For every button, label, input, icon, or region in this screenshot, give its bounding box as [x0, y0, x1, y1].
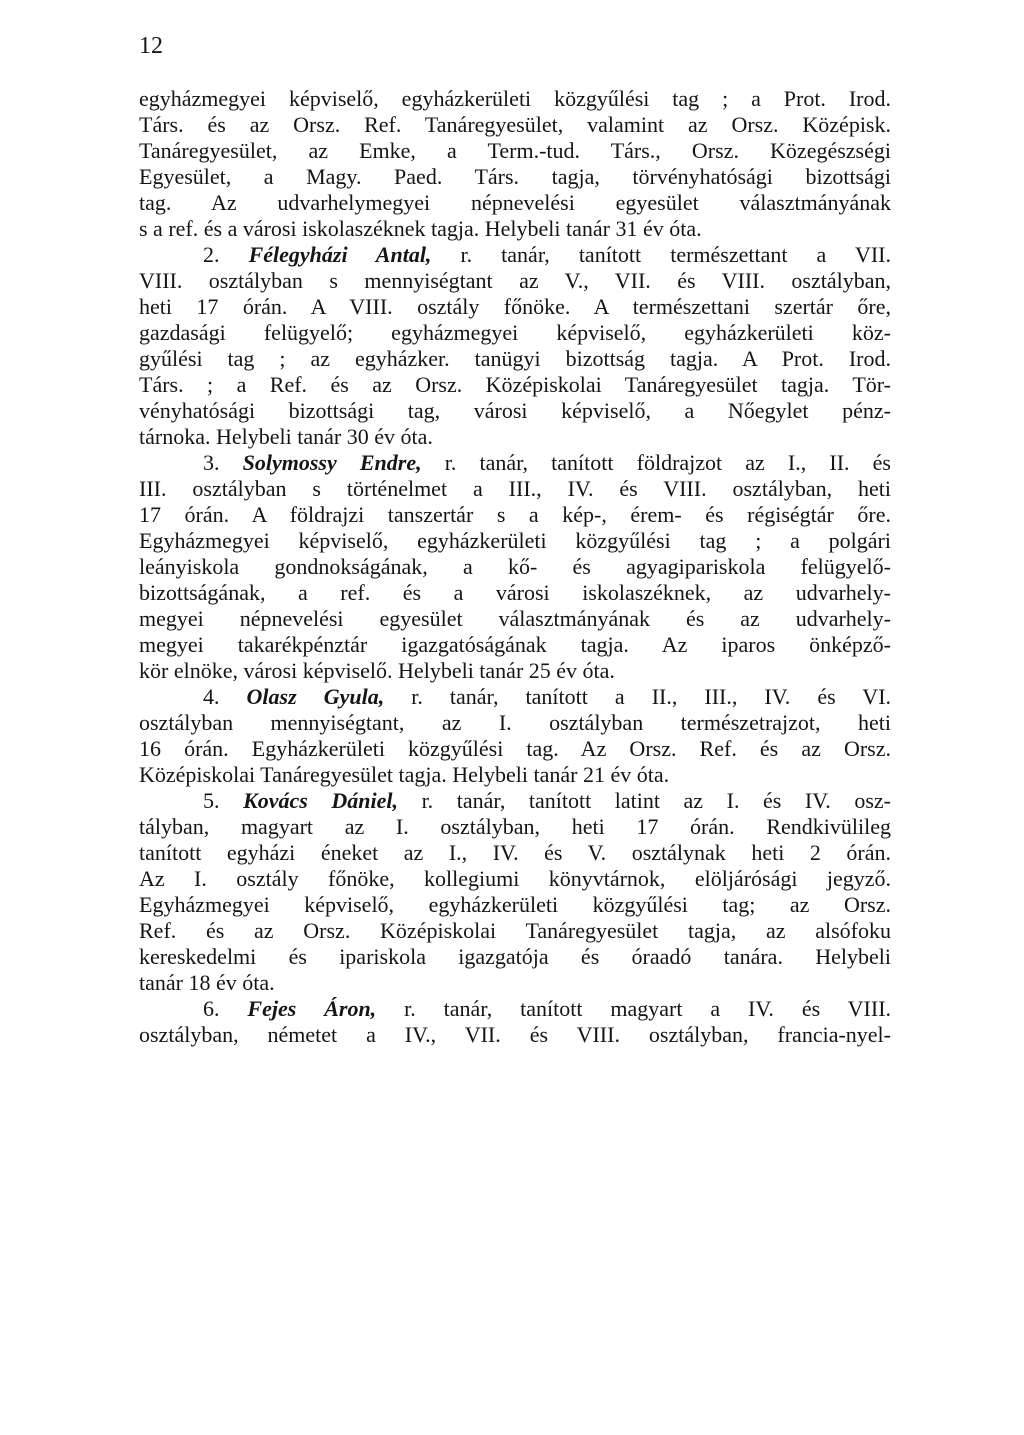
entry-first-line: [139, 684, 891, 710]
text-line: leányiskola gondnokságának, a kő- és agyagipariskola felügyelő-: [139, 554, 891, 579]
entry-first-line: [139, 788, 891, 814]
text-line: egyházmegyei képviselő, egyházkerületi közgyűlési tag ; a Prot. Irod.: [139, 86, 891, 111]
text-line: 17 órán. A földrajzi tanszertár s a kép-, érem- és régiségtár őre.: [139, 502, 891, 527]
entry-number: 3.: [203, 450, 220, 475]
teacher-name: Fejes Áron,: [247, 996, 377, 1021]
text-line: tárnoka. Helybeli tanár 30 év óta.: [139, 424, 433, 449]
entry-number: 5.: [203, 788, 220, 813]
text-line: Tanáregyesület, az Emke, a Term.-tud. Társ., Orsz. Közegészségi: [139, 138, 891, 163]
entry-first-line: [139, 450, 891, 476]
text-line: kereskedelmi és ipariskola igazgatója és óraadó tanára. Helybeli: [139, 944, 891, 969]
paragraph-6: [139, 996, 891, 1048]
text-line: bizottságának, a ref. és a városi iskolaszéknek, az udvarhely-: [139, 580, 891, 605]
paragraph-2: [139, 242, 891, 450]
text-line: Társ. és az Orsz. Ref. Tanáregyesület, valamint az Orsz. Középisk.: [139, 112, 891, 137]
body-text: [139, 86, 891, 1048]
paragraph-4: [139, 684, 891, 788]
text-line: tályban, magyart az I. osztályban, heti 17 órán. Rendkivülileg: [139, 814, 891, 839]
entry-first-text: r. tanár, tanított a II., III., IV. és VI.: [411, 684, 892, 709]
text-line: 16 órán. Egyházkerületi közgyűlési tag. Az Orsz. Ref. és az Orsz.: [139, 736, 891, 761]
entry-first-text: r. tanár, tanított földrajzot az I., II. és: [444, 450, 891, 475]
teacher-name: Olasz Gyula,: [246, 684, 385, 709]
entry-first-line: [139, 242, 891, 268]
entry-first-line: [139, 996, 891, 1022]
entry-first-text: r. tanár, tanított latint az I. és IV. osz-: [421, 788, 891, 813]
entry-number: 2.: [203, 242, 220, 267]
entry-number: 4.: [203, 684, 220, 709]
text-line: tanított egyházi éneket az I., IV. és V. osztálynak heti 2 órán.: [139, 840, 891, 865]
text-line: Egyházmegyei képviselő, egyházkerületi közgyűlési tag ; a polgári: [139, 528, 891, 553]
text-line: III. osztályban s történelmet a III., IV. és VIII. osztályban, heti: [139, 476, 891, 501]
text-line: Egyházmegyei képviselő, egyházkerületi közgyűlési tag; az Orsz.: [139, 892, 891, 917]
text-line: vényhatósági bizottsági tag, városi képviselő, a Nőegylet pénz-: [139, 398, 891, 423]
entry-first-text: r. tanár, tanított természettant a VII.: [460, 242, 891, 267]
text-line: s a ref. és a városi iskolaszéknek tagja. Helybeli tanár 31 év óta.: [139, 216, 702, 241]
text-line: gyűlési tag ; az egyházker. tanügyi bizottság tagja. A Prot. Irod.: [139, 346, 891, 371]
teacher-name: Solymossy Endre,: [242, 450, 422, 475]
paragraph-1: [139, 86, 891, 242]
entry-number: 6.: [203, 996, 220, 1021]
teacher-name: Kovács Dániel,: [243, 788, 398, 813]
text-line: osztályban mennyiségtant, az I. osztályban természetrajzot, heti: [139, 710, 891, 735]
text-line: megyei népnevelési egyesület választmányának és az udvarhely-: [139, 606, 891, 631]
text-line: Társ. ; a Ref. és az Orsz. Középiskolai Tanáregyesület tagja. Tör-: [139, 372, 891, 397]
text-line: tag. Az udvarhelymegyei népnevelési egyesület választmányának: [139, 190, 891, 215]
entry-first-text: r. tanár, tanított magyart a IV. és VIII.: [404, 996, 892, 1021]
text-line: Egyesület, a Magy. Paed. Társ. tagja, törvényhatósági bizottsági: [139, 164, 891, 189]
page-number: 12: [139, 33, 163, 59]
text-line: kör elnöke, városi képviselő. Helybeli tanár 25 év óta.: [139, 658, 615, 683]
text-line: heti 17 órán. A VIII. osztály főnöke. A természettani szertár őre,: [139, 294, 891, 319]
text-line: Középiskolai Tanáregyesület tagja. Helybeli tanár 21 év óta.: [139, 762, 670, 787]
text-line: Az I. osztály főnöke, kollegiumi könyvtárnok, elöljárósági jegyző.: [139, 866, 891, 891]
text-line: gazdasági felügyelő; egyházmegyei képviselő, egyházkerületi köz-: [139, 320, 891, 345]
text-line: Ref. és az Orsz. Középiskolai Tanáregyesület tagja, az alsófoku: [139, 918, 891, 943]
teacher-name: Félegyházi Antal,: [248, 242, 432, 267]
text-line: osztályban, németet a IV., VII. és VIII. osztályban, francia-nyel-: [139, 1022, 891, 1047]
text-line: megyei takarékpénztár igazgatóságának tagja. Az iparos önképző-: [139, 632, 891, 657]
text-line: tanár 18 év óta.: [139, 970, 275, 995]
text-line: VIII. osztályban s mennyiségtant az V., VII. és VIII. osztályban,: [139, 268, 891, 293]
paragraph-5: [139, 788, 891, 996]
paragraph-3: [139, 450, 891, 684]
